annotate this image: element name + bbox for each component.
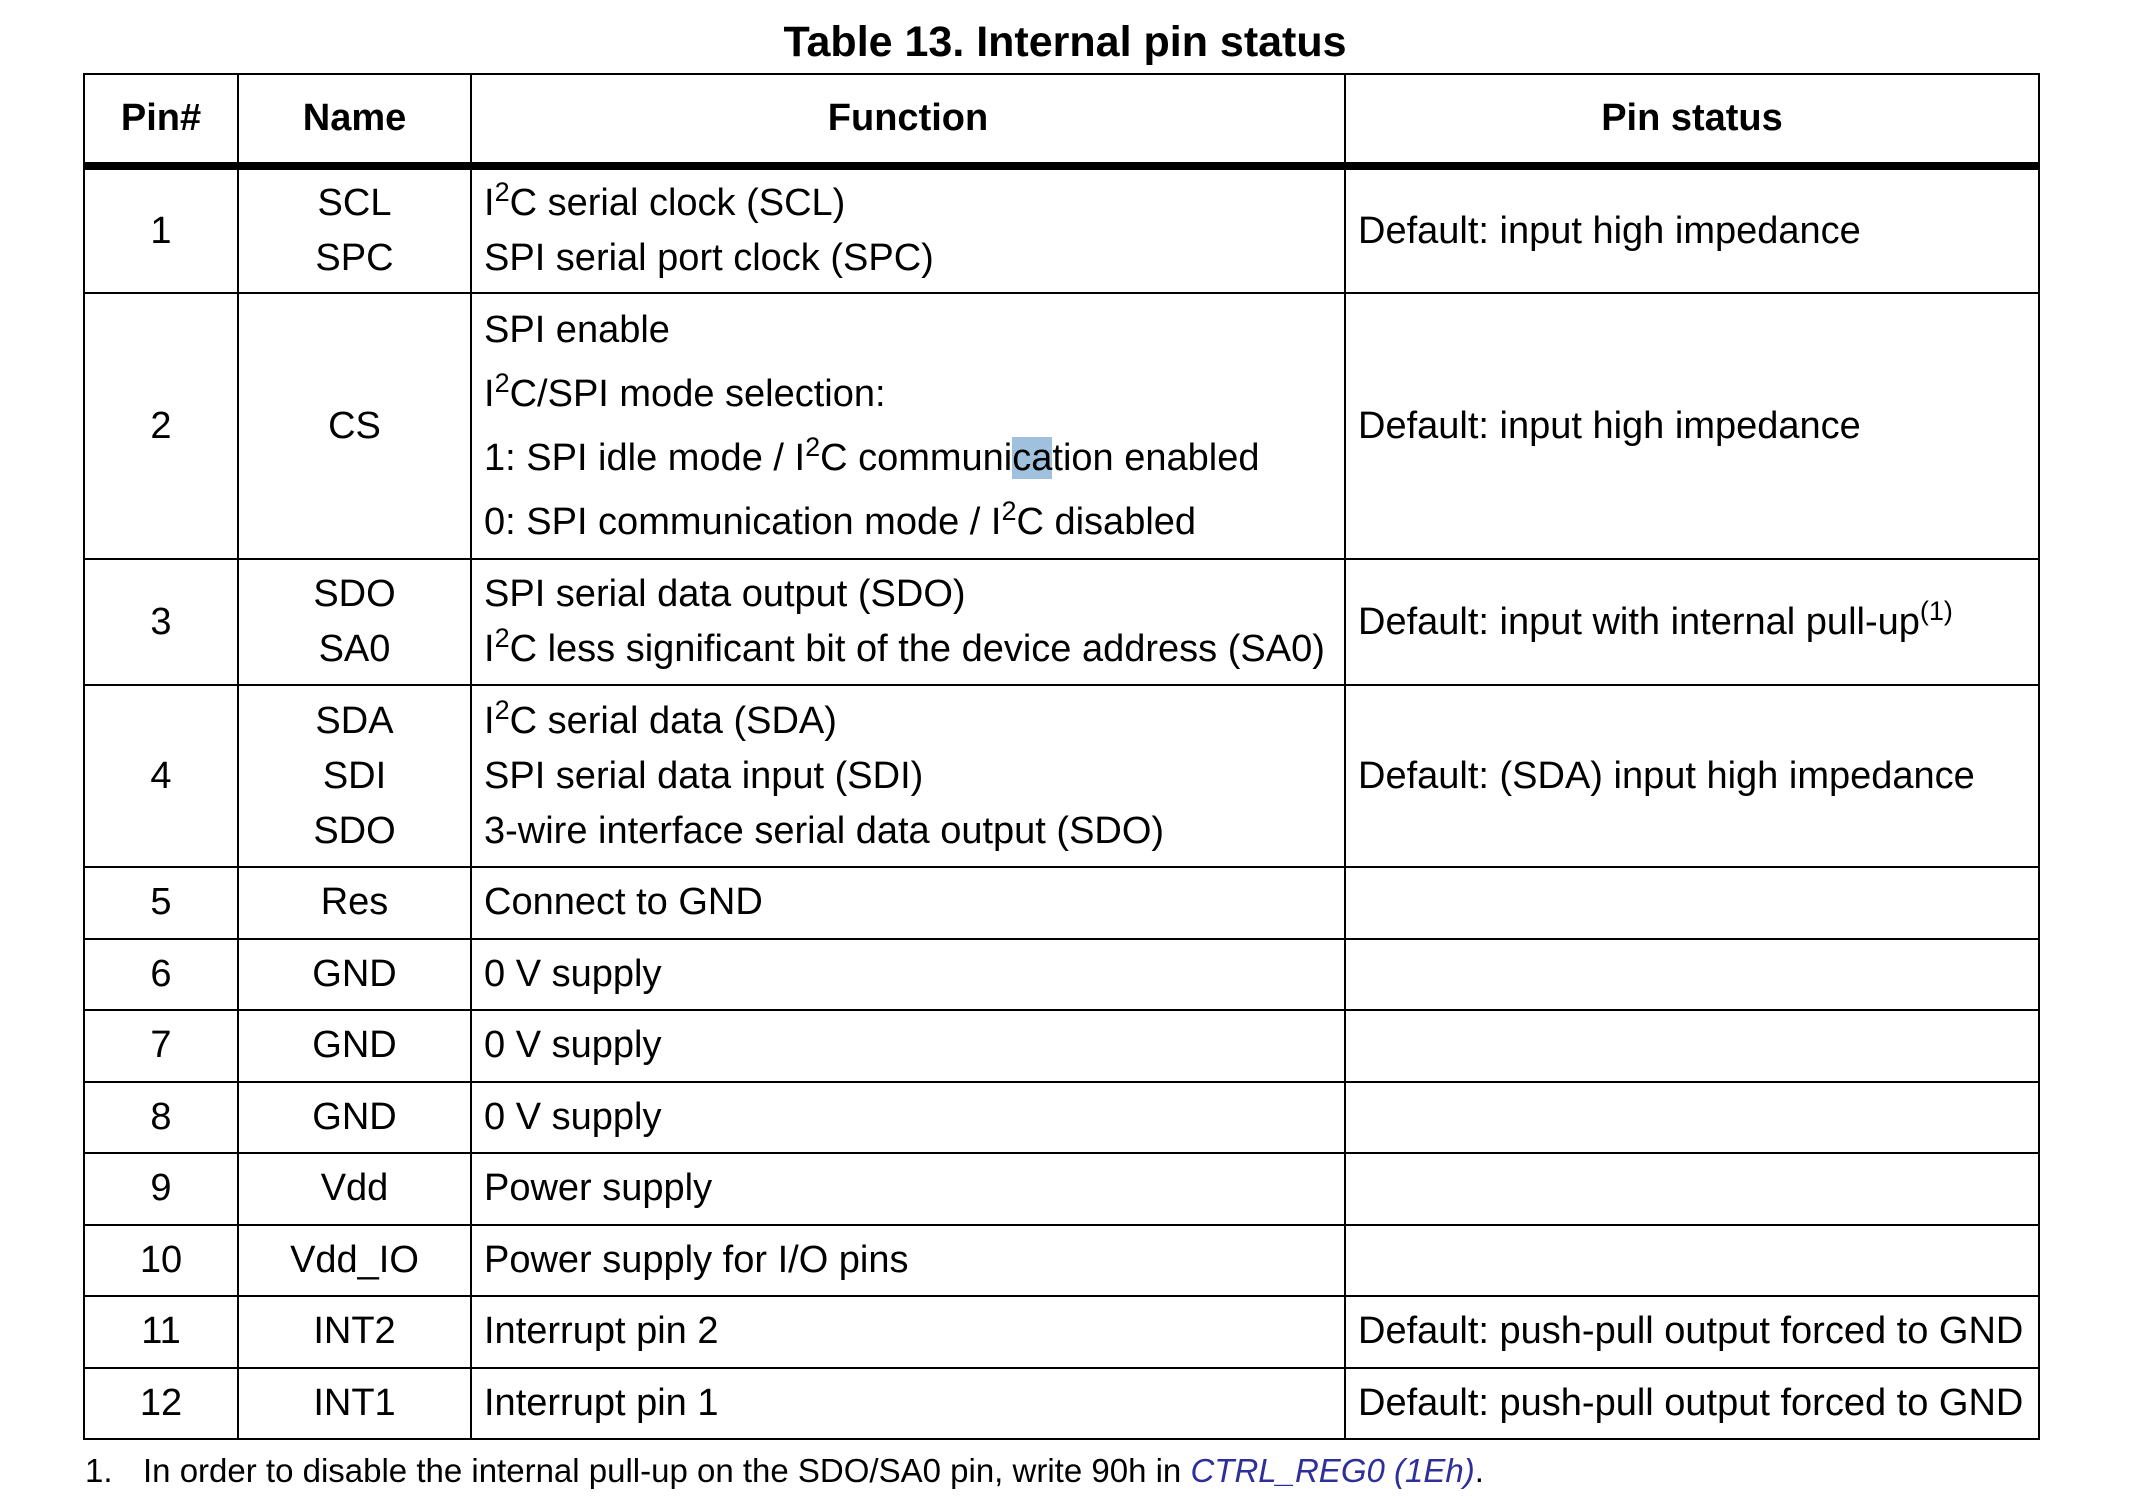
pin-number: 4 xyxy=(84,685,238,867)
table-row xyxy=(84,559,2039,685)
pin-status: Default: input with internal pull-up xyxy=(1358,600,1920,643)
table-row xyxy=(84,1010,2039,1082)
function-line: $I^2C$ serial clock (SCL) xyxy=(484,177,846,224)
pin-name: SPC xyxy=(315,237,394,279)
function-line: Power supply xyxy=(471,1153,1345,1225)
pin-name-cell xyxy=(238,685,471,867)
pin-name: SDA xyxy=(315,699,394,742)
table-title: Table 13. Internal pin status xyxy=(783,18,1347,66)
function-line: 3-wire interface serial data output (SDO) xyxy=(484,809,1165,852)
function-line: Power supply for I/O pins xyxy=(471,1225,1345,1297)
header-pin: Pin# xyxy=(84,74,238,166)
footnote-ref: (1) xyxy=(1919,595,1953,626)
pin-status-table xyxy=(83,73,2040,1440)
pin-number: 5 xyxy=(84,867,238,939)
pin-number: 10 xyxy=(84,1225,238,1297)
pin-name: INT1 xyxy=(238,1368,471,1440)
pin-status xyxy=(1345,1010,2039,1082)
function-line: $I^2C$ less significant bit of the device address (SA0) xyxy=(484,623,1325,670)
pin-name: GND xyxy=(238,939,471,1011)
pin-status: Default: input high impedance xyxy=(1345,166,2039,293)
table-footnote xyxy=(85,1451,1484,1491)
pin-name: SDO xyxy=(313,573,396,615)
pin-number: 12 xyxy=(84,1368,238,1440)
pin-status: Default: push-pull output forced to GND xyxy=(1345,1296,2039,1368)
table-row xyxy=(84,1153,2039,1225)
function-line: SPI serial data output (SDO) xyxy=(484,573,966,615)
pin-name: GND xyxy=(238,1082,471,1154)
function-cell xyxy=(471,166,1345,293)
function-line: Interrupt pin 2 xyxy=(471,1296,1345,1368)
table-row xyxy=(84,1082,2039,1154)
function-line: Connect to GND xyxy=(471,867,1345,939)
table-row xyxy=(84,1368,2039,1440)
footnote-end: . xyxy=(1474,1452,1484,1489)
function-line: 0 V supply xyxy=(471,1010,1345,1082)
pin-number: 9 xyxy=(84,1153,238,1225)
pin-name: SDI xyxy=(322,754,387,797)
pin-status: Default: (SDA) input high impedance xyxy=(1345,685,2039,867)
pin-status-cell xyxy=(1345,559,2039,685)
function-line: 1: SPI idle mode / $I^2C$ communication enabled xyxy=(484,432,1260,479)
pin-name: SA0 xyxy=(318,628,391,670)
function-line: SPI enable xyxy=(484,309,670,351)
pin-number: 11 xyxy=(84,1296,238,1368)
pin-status xyxy=(1345,1082,2039,1154)
footnote-text: In order to disable the internal pull-up on the SDO/SA0 pin, write 90h in xyxy=(143,1452,1191,1489)
pin-name: INT2 xyxy=(238,1296,471,1368)
function-line: 0: SPI communication mode / $I^2C$ disabled xyxy=(484,496,1197,543)
function-cell xyxy=(471,293,1345,559)
pin-status xyxy=(1345,1153,2039,1225)
table-row xyxy=(84,939,2039,1011)
pin-name: CS xyxy=(238,293,471,559)
function-line: SPI serial port clock (SPC) xyxy=(484,237,934,279)
pin-name-cell xyxy=(238,559,471,685)
function-line: SPI serial data input (SDI) xyxy=(484,754,924,797)
pin-status xyxy=(1345,939,2039,1011)
pin-number: 7 xyxy=(84,1010,238,1082)
pin-status: Default: input high impedance xyxy=(1345,293,2039,559)
function-cell xyxy=(471,685,1345,867)
table-row xyxy=(84,1225,2039,1297)
table-row xyxy=(84,867,2039,939)
table-row xyxy=(84,685,2039,867)
function-line: Interrupt pin 1 xyxy=(471,1368,1345,1440)
header-row xyxy=(84,74,2039,166)
pin-name: GND xyxy=(238,1010,471,1082)
header-function: Function xyxy=(471,74,1345,166)
pin-name: Res xyxy=(238,867,471,939)
register-link[interactable]: CTRL_REG0 (1Eh) xyxy=(1190,1452,1475,1489)
pin-number: 3 xyxy=(84,559,238,685)
pin-number: 8 xyxy=(84,1082,238,1154)
pin-number: 2 xyxy=(84,293,238,559)
table-row xyxy=(84,166,2039,293)
function-line: 0 V supply xyxy=(471,939,1345,1011)
pin-number: 6 xyxy=(84,939,238,1011)
text-selection-highlight[interactable]: ca xyxy=(1012,437,1053,479)
pin-status xyxy=(1345,1225,2039,1297)
pin-status xyxy=(1345,867,2039,939)
pin-name: SCL xyxy=(317,182,392,224)
table-row xyxy=(84,293,2039,559)
footnote-number: 1. xyxy=(85,1452,113,1489)
pin-status: Default: push-pull output forced to GND xyxy=(1345,1368,2039,1440)
table-row xyxy=(84,1296,2039,1368)
pin-name: Vdd_IO xyxy=(238,1225,471,1297)
pin-number: 1 xyxy=(84,166,238,293)
pin-name: SDO xyxy=(313,809,396,852)
header-pin-status: Pin status xyxy=(1345,74,2039,166)
pin-name: Vdd xyxy=(238,1153,471,1225)
pin-name-cell xyxy=(238,166,471,293)
function-line: 0 V supply xyxy=(471,1082,1345,1154)
header-name: Name xyxy=(238,74,471,166)
function-line: $I^2C$/SPI mode selection: xyxy=(484,368,886,415)
function-cell xyxy=(471,559,1345,685)
function-line: $I^2C$ serial data (SDA) xyxy=(484,694,837,742)
